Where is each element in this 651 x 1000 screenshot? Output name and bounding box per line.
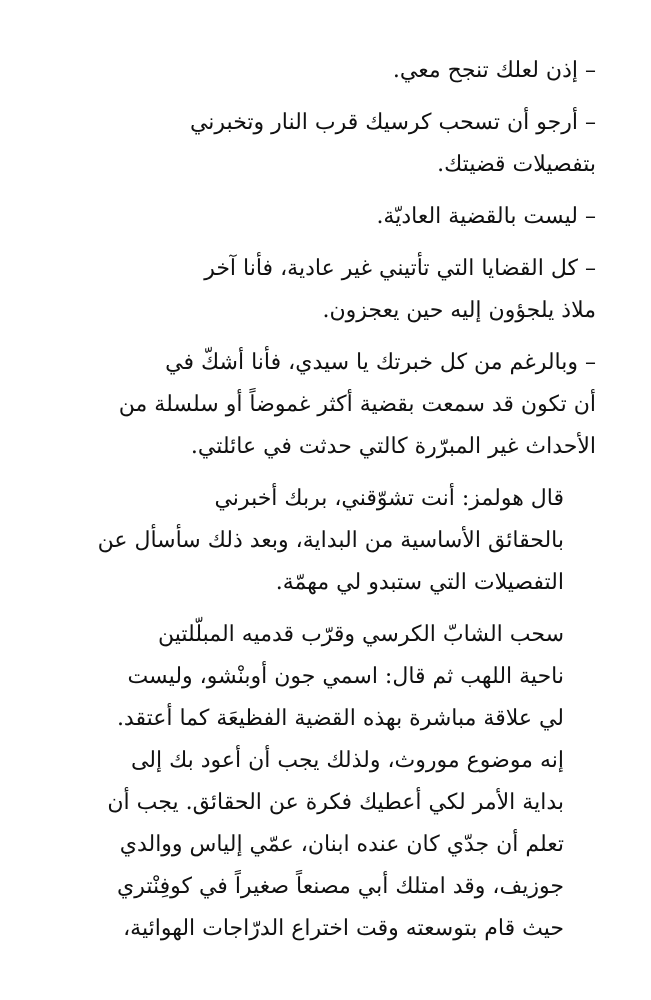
dialogue-paragraph [57,196,596,238]
text-line: – كل القضايا التي تأتيني غير عادية، فأنا آخر [204,256,596,281]
text-line: أن تكون قد سمعت بقضية أكثر غموضاً أو سلسلة من [118,392,596,417]
text-line: بداية الأمر لكي أعطيك فكرة عن الحقائق. يجب أن [107,790,564,815]
text-line: – أرجو أن تسحب كرسيك قرب النار وتخبرني [189,110,596,135]
dialogue-paragraph [57,50,596,92]
text-line: – ليست بالقضية العاديّة. [376,204,596,229]
narrative-paragraph [57,478,596,604]
text-line: جوزيف، وقد امتلك أبي مصنعاً صغيراً في كوفِنْتري [116,874,564,899]
dialogue-paragraph [57,342,596,468]
text-line: الأحداث غير المبرّرة كالتي حدثت في عائلتي. [190,434,596,459]
text-line: ملاذ يلجؤون إليه حين يعجزون. [322,298,596,323]
text-line: ناحية اللهب ثم قال: اسمي جون أوبنْشو، وليست [127,664,564,689]
text-line: – وبالرغم من كل خبرتك يا سيدي، فأنا أشكّ في [165,350,596,375]
text-line: بالحقائق الأساسية من البداية، وبعد ذلك سأسأل عن [97,528,564,553]
text-line: إنه موضوع موروث، ولذلك يجب أن أعود بك إلى [130,748,564,773]
narrative-paragraph [57,614,596,950]
text-line: قال هولمز: أنت تشوّقني، بربك أخبرني [214,486,564,511]
text-line: تعلم أن جدّي كان عنده ابنان، عمّي إلياس ووالدي [119,832,564,857]
dialogue-paragraph [57,102,596,186]
dialogue-paragraph [57,248,596,332]
text-line: بتفصيلات قضيتك. [437,152,596,177]
text-line: لي علاقة مباشرة بهذه القضية الفظيعَة كما أعتقد. [116,706,564,731]
text-line: – إذن لعلك تنجح معي. [392,58,596,83]
text-line: سحب الشابّ الكرسي وقرّب قدميه المبلّلتين [158,622,564,647]
text-line: حيث قام بتوسعته وقت اختراع الدرّاجات الهوائية، [123,916,564,941]
text-line: التفصيلات التي ستبدو لي مهمّة. [275,570,564,595]
